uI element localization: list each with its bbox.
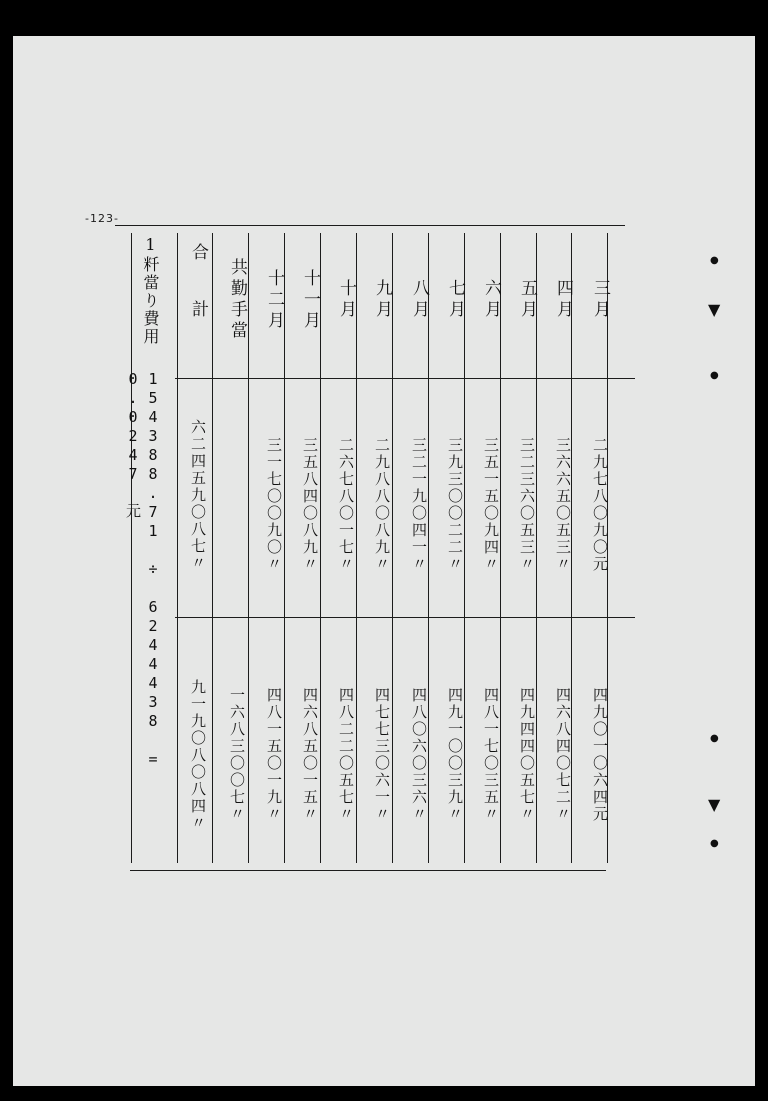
- scan-mark: ▼: [708, 300, 721, 319]
- value-cell: 二九八八〇八九〃: [373, 437, 391, 573]
- table-header-rule: [175, 378, 635, 379]
- month-header: 五月: [517, 279, 537, 321]
- value-cell: 四九一〇〇三九〃: [446, 687, 464, 823]
- month-header: 三月: [590, 279, 610, 321]
- value-cell: [222, 400, 252, 610]
- value-cell: 四六八五〇一五〃: [301, 687, 319, 823]
- value-cell: 三六六五〇五三〃: [554, 437, 572, 573]
- scan-mark: ▼: [708, 795, 721, 814]
- month-header: 九月: [372, 279, 392, 321]
- scan-dot: ●: [710, 733, 719, 744]
- value-cell: 四八〇六〇三六〃: [410, 687, 428, 823]
- value-cell: 三五八四〇八九〃: [301, 437, 319, 573]
- month-header: 八月: [409, 279, 429, 321]
- month-header: 十二月: [264, 268, 284, 332]
- cost-per-km-label: 1粁當り費用: [141, 235, 160, 346]
- value-cell: 四六八四〇七二〃: [554, 687, 572, 823]
- table-middle-rule: [175, 617, 635, 618]
- value-cell: 三一七〇〇九〇〃: [265, 437, 283, 573]
- value-cell: 四七七三〇六一〃: [373, 687, 391, 823]
- month-header: 六月: [481, 279, 501, 321]
- total-value: 九一九〇八〇八四〃: [189, 678, 207, 832]
- scan-dot: ●: [710, 255, 719, 266]
- scan-dot: ●: [710, 838, 719, 849]
- value-cell: 四八一七〇三五〃: [482, 687, 500, 823]
- value-cell: 一六八三〇〇七〃: [228, 687, 246, 823]
- month-header: 四月: [553, 279, 573, 321]
- month-header: 七月: [445, 279, 465, 321]
- scan-dot: ●: [710, 370, 719, 381]
- value-cell: 三五一五〇九四〃: [482, 437, 500, 573]
- allowance-header: 共勤手當: [227, 258, 247, 342]
- column-rule: [177, 233, 178, 863]
- value-cell: 二六七八〇一七〃: [337, 437, 355, 573]
- total-header: 合計: [188, 243, 208, 357]
- value-cell: 四八二二〇五七〃: [337, 687, 355, 823]
- page-number: -123-: [85, 212, 119, 225]
- table-bottom-rule: [130, 870, 606, 871]
- total-value: 六二四五九〇八七〃: [189, 418, 207, 572]
- cost-per-km-formula: 154388.71 ÷ 6244438 = 0.0247 元: [124, 370, 162, 769]
- value-cell: 三二一九〇四一〃: [410, 437, 428, 573]
- value-cell: 三九三〇〇二二〃: [446, 437, 464, 573]
- value-cell: 四九〇一〇六四元: [591, 687, 609, 823]
- table-top-rule: [115, 225, 625, 226]
- value-cell: 四八一五〇一九〃: [265, 687, 283, 823]
- value-cell: 三二三六〇五三〃: [518, 437, 536, 573]
- month-header: 十一月: [300, 268, 320, 332]
- month-header: 十月: [336, 279, 356, 321]
- value-cell: 四九四四〇五七〃: [518, 687, 536, 823]
- value-cell: 二九七八〇九〇元: [591, 437, 609, 573]
